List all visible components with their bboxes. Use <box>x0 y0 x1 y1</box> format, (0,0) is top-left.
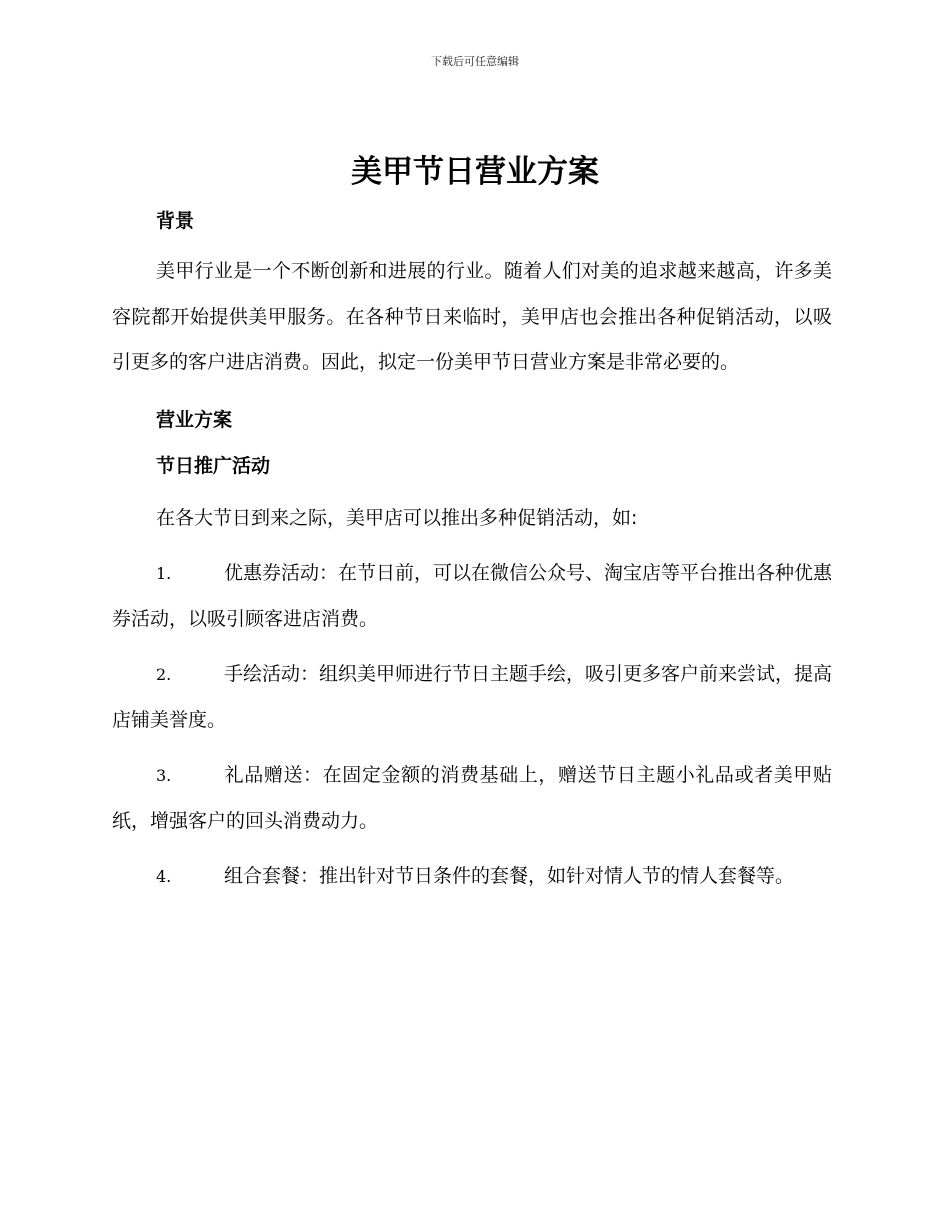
list-item <box>112 753 832 844</box>
section-heading-plan: 营业方案 <box>156 408 233 431</box>
background-paragraph: 美甲行业是一个不断创新和进展的行业。随着人们对美的追求越来越高，许多美容院都开始提供美甲服务。在各种节日来临时，美甲店也会推出各种促销活动，以吸引更多的客户进店消费。因此，拟定一份美甲节日营业方案是非常必要的。 <box>112 260 832 373</box>
section-heading-promo: 节日推广活动 <box>156 454 271 477</box>
list-item-number: 3. <box>156 766 172 785</box>
list-item <box>112 551 832 642</box>
list-item-number: 4. <box>156 867 172 886</box>
header-note: 下载后可任意编辑 <box>431 55 519 68</box>
list-item-text: 组合套餐：推出针对节日条件的套餐，如针对情人节的情人套餐等。 <box>224 865 795 887</box>
section-heading-background: 背景 <box>156 210 195 232</box>
document-body <box>112 205 832 900</box>
list-item-number: 2. <box>156 665 172 684</box>
list-item-text: 优惠券活动：在节日前，可以在微信公众号、淘宝店等平台推出各种优惠券活动，以吸引顾客进店消费。 <box>112 562 833 630</box>
list-item-text: 礼品赠送：在固定金额的消费基础上，赠送节日主题小礼品或者美甲贴纸，增强客户的回头消费动力。 <box>112 764 832 832</box>
document-title: 美甲节日营业方案 <box>351 154 599 190</box>
list-item-number: 1. <box>156 564 172 583</box>
list-item-text: 手绘活动：组织美甲师进行节日主题手绘，吸引更多客户前来尝试，提高店铺美誉度。 <box>112 663 833 731</box>
list-item <box>112 652 832 743</box>
list-item <box>112 854 832 900</box>
promo-intro-paragraph: 在各大节日到来之际，美甲店可以推出多种促销活动，如: <box>156 506 638 529</box>
